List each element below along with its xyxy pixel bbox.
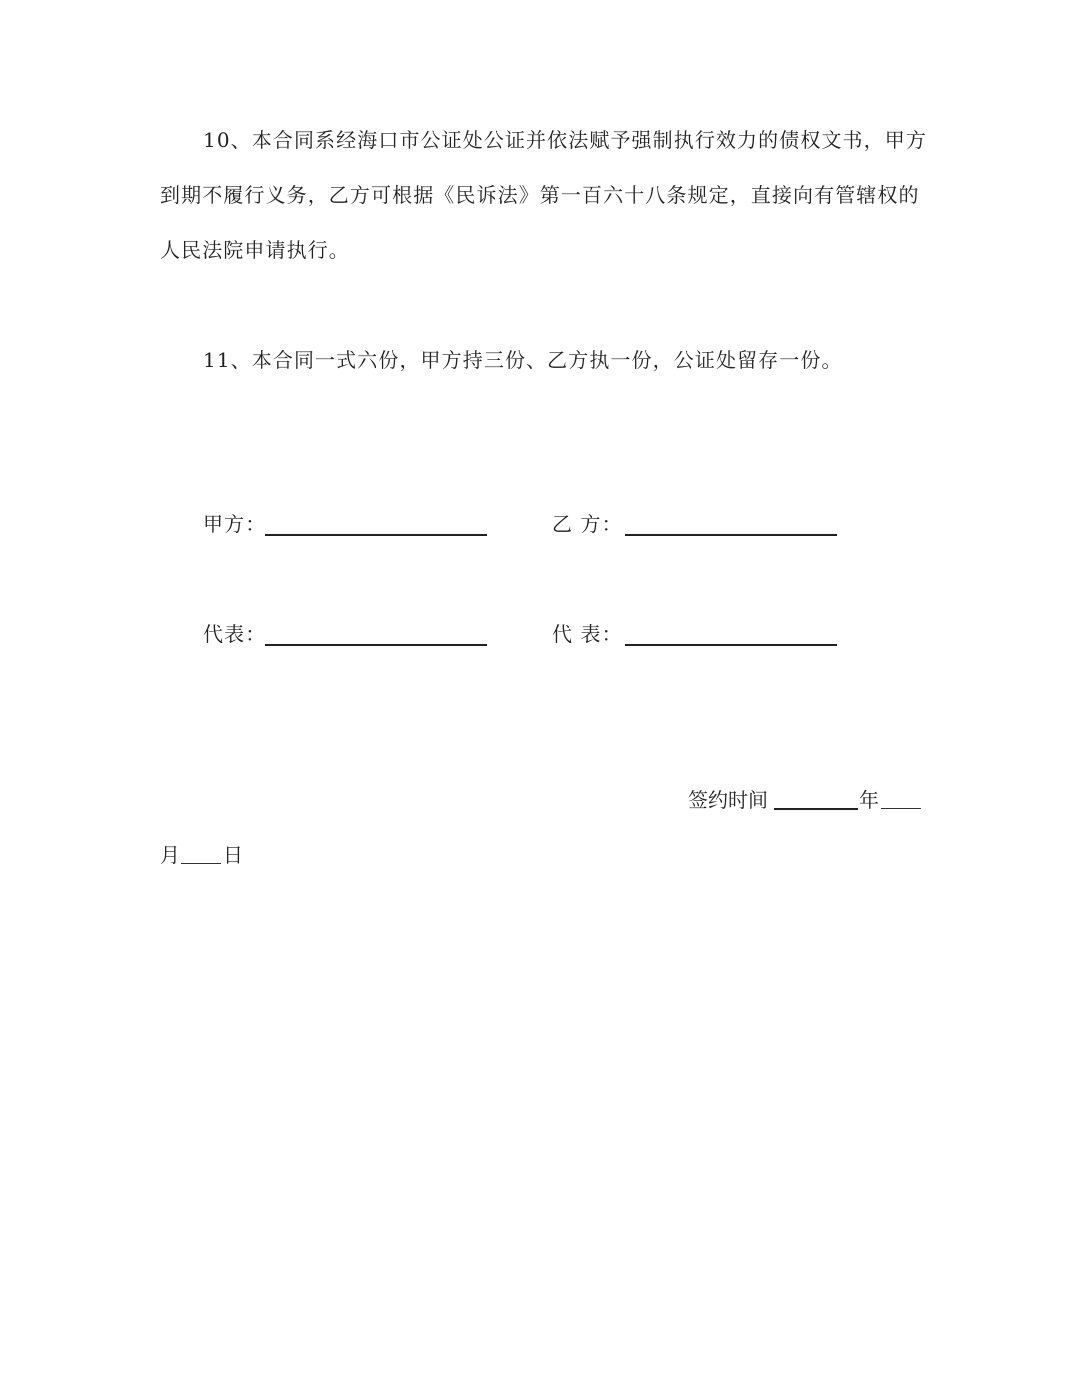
party-b-label: 乙 方：: [552, 512, 623, 536]
rep-a-label: 代表：: [203, 622, 267, 646]
rep-b-label: 代 表：: [552, 622, 623, 646]
party-a-label: 甲方：: [203, 512, 267, 536]
month-blank[interactable]: [881, 808, 921, 809]
sign-time-label: 签约时间: [688, 788, 768, 812]
clause-10-line-3: 人民法院申请执行。: [160, 238, 350, 262]
clause-10-line-1: 10、本合同系经海口市公证处公证并依法赋予强制执行效力的债权文书，甲方: [203, 128, 927, 152]
party-b-signature-line[interactable]: [625, 534, 837, 536]
month-label: 月: [160, 843, 182, 867]
day-blank[interactable]: [181, 863, 221, 864]
rep-b-signature-line[interactable]: [625, 644, 837, 646]
year-blank[interactable]: [774, 808, 858, 810]
day-label: 日: [223, 843, 245, 867]
clause-11: 11、本合同一式六份，甲方持三份、乙方执一份，公证处留存一份。: [203, 348, 843, 372]
clause-10-line-2: 到期不履行义务，乙方可根据《民诉法》第一百六十八条规定，直接向有管辖权的: [160, 183, 920, 207]
rep-a-signature-line[interactable]: [265, 644, 487, 646]
party-a-signature-line[interactable]: [265, 534, 487, 536]
year-label: 年: [859, 788, 881, 812]
